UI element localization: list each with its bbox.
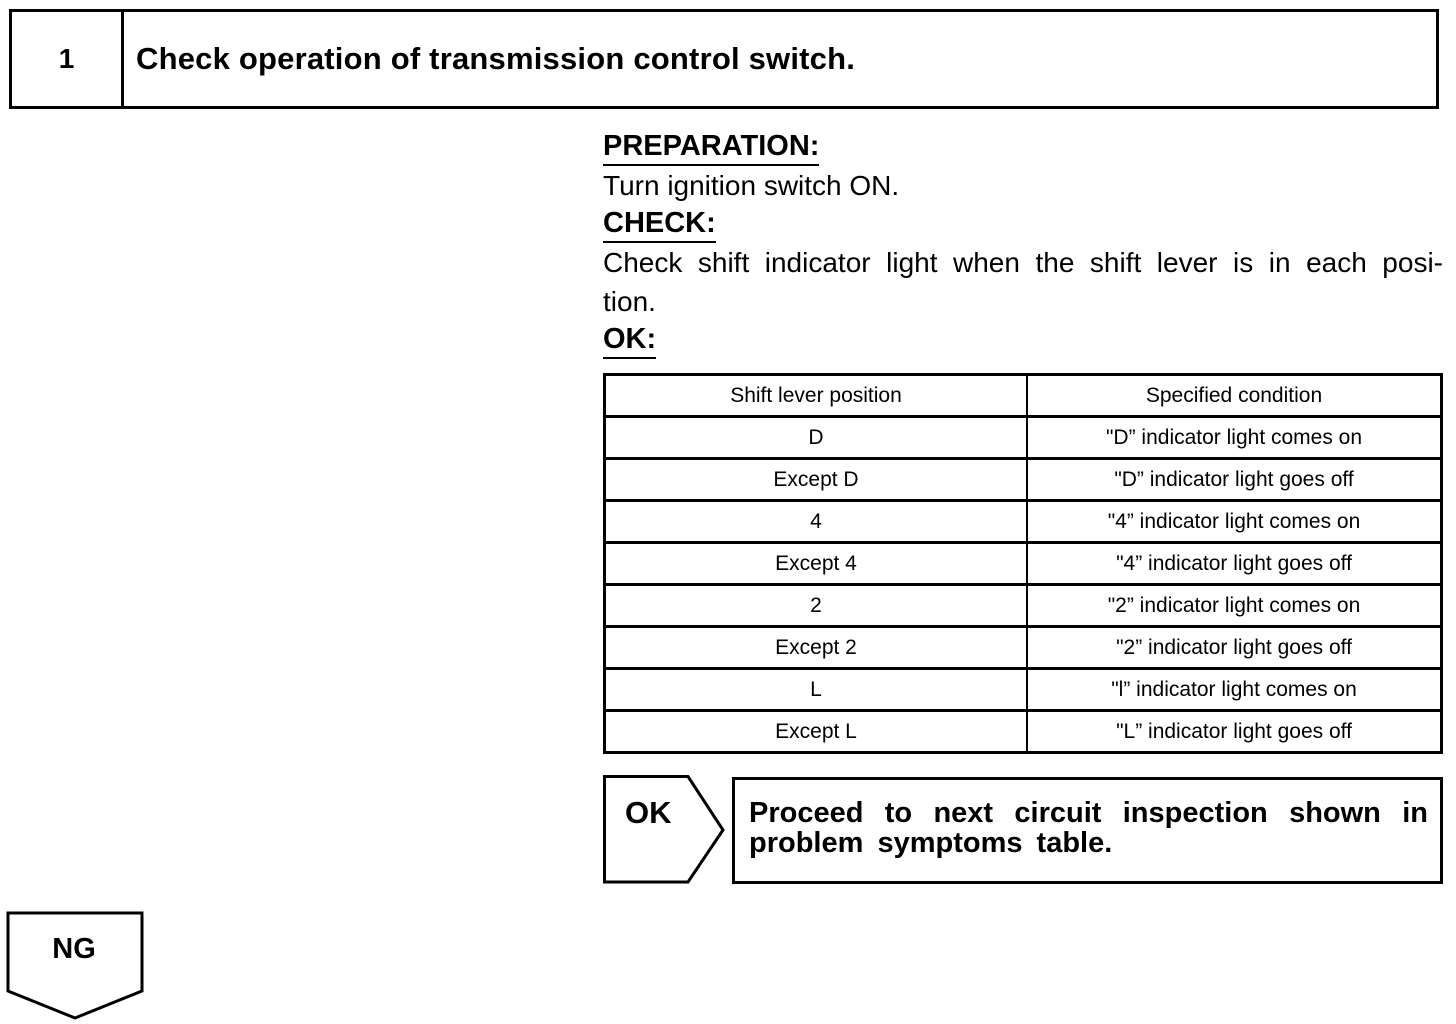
table-row: [605, 501, 1442, 543]
ok-arrow: [603, 775, 727, 885]
ok-heading: OK:: [603, 321, 656, 359]
step-header: [9, 9, 1439, 109]
table-cell-position: Except D: [605, 459, 1028, 501]
ok-result-box: [732, 777, 1443, 884]
table-header-position: Shift lever position: [605, 375, 1028, 417]
table-cell-condition: "4” indicator light goes off: [1027, 543, 1442, 585]
ok-result-text-line2: problem symptoms table.: [749, 827, 1113, 859]
table-cell-position: 2: [605, 585, 1028, 627]
table-cell-position: Except 2: [605, 627, 1028, 669]
table-row: [605, 669, 1442, 711]
table-row: [605, 585, 1442, 627]
check-heading: CHECK:: [603, 205, 716, 243]
preparation-text: Turn ignition switch ON.: [603, 170, 900, 201]
table-cell-condition: "4” indicator light comes on: [1027, 501, 1442, 543]
table-row: [605, 627, 1442, 669]
table-cell-position: 4: [605, 501, 1028, 543]
ng-arrow-label: NG: [52, 933, 96, 965]
table-header-row: [605, 375, 1442, 417]
ok-result-text-line1: Proceed to next circuit inspection shown in: [749, 797, 1428, 829]
step-number: 1: [12, 12, 124, 106]
table-cell-position: L: [605, 669, 1028, 711]
ok-arrow-label: OK: [625, 795, 672, 830]
step-title: Check operation of transmission control switch.: [136, 41, 856, 76]
table-cell-condition: "L” indicator light goes off: [1027, 711, 1442, 753]
check-text-line2: tion.: [603, 286, 656, 317]
table-row: [605, 417, 1442, 459]
ng-arrow: [6, 911, 146, 1021]
table-cell-condition: "D” indicator light goes off: [1027, 459, 1442, 501]
table-header-condition: Specified condition: [1027, 375, 1442, 417]
table-row: [605, 711, 1442, 753]
table-cell-position: D: [605, 417, 1028, 459]
table-cell-position: Except L: [605, 711, 1028, 753]
specification-table: [603, 373, 1443, 754]
check-text-line1: Check shift indicator light when the shift lever is in each posi-: [603, 247, 1443, 278]
table-cell-condition: "D” indicator light comes on: [1027, 417, 1442, 459]
table-row: [605, 459, 1442, 501]
table-cell-condition: "l” indicator light comes on: [1027, 669, 1442, 711]
table-cell-position: Except 4: [605, 543, 1028, 585]
preparation-heading: PREPARATION:: [603, 128, 819, 166]
table-cell-condition: "2” indicator light comes on: [1027, 585, 1442, 627]
table-row: [605, 543, 1442, 585]
instructions: [603, 128, 1443, 359]
table-cell-condition: "2” indicator light goes off: [1027, 627, 1442, 669]
down-arrow-icon: [6, 911, 146, 1021]
